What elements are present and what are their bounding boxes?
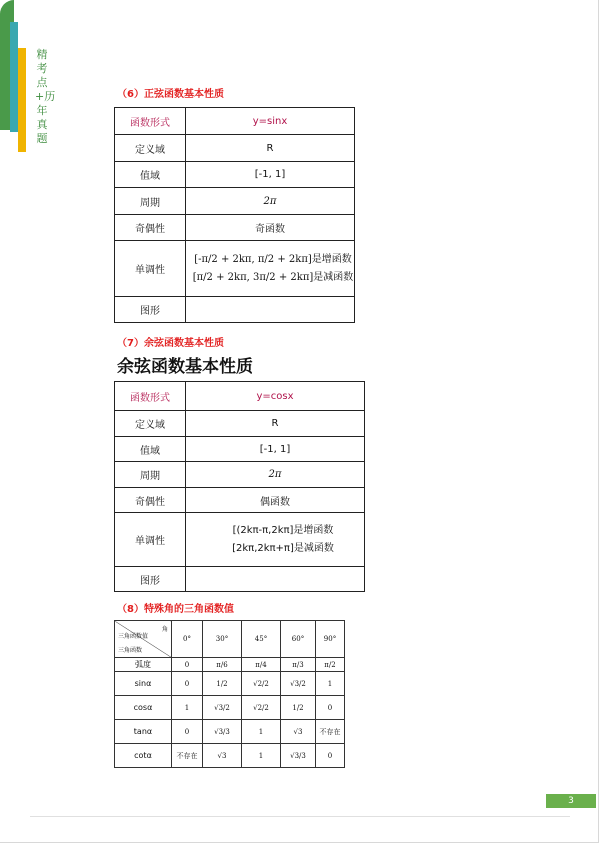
table-row (115, 720, 345, 744)
table-row (115, 513, 365, 567)
cell-key: 周期 (115, 188, 186, 215)
table-row (115, 108, 355, 135)
table-row (115, 672, 345, 696)
table-row (115, 567, 365, 592)
table-row (115, 188, 355, 215)
cell-value: 偶函数 (186, 488, 365, 513)
cell-key: 图形 (115, 297, 186, 323)
graph-cell (186, 567, 365, 592)
cell-value (186, 513, 365, 567)
section8-title: （8）特殊角的三角函数值 (117, 604, 234, 615)
cell-value: y=sinx (186, 108, 355, 135)
graph-cell (186, 297, 355, 323)
cell-key: 值域 (115, 162, 186, 188)
cell-key: 奇偶性 (115, 215, 186, 241)
cell-value: 1 (172, 696, 203, 720)
table-row (115, 297, 355, 323)
row-label: cosα (115, 696, 172, 720)
cell-value: π/6 (203, 658, 242, 672)
cell-value: 0 (316, 744, 345, 768)
cell-value: √3/3 (281, 744, 316, 768)
cosine-properties-table (114, 381, 365, 592)
page-number: 3 (546, 794, 596, 808)
angle-header: 30° (203, 621, 242, 658)
row-label: 弧度 (115, 658, 172, 672)
table-row (115, 696, 345, 720)
table-row (115, 437, 365, 462)
cell-key: 函数形式 (115, 382, 186, 411)
monotonic-increase: [-π/2 + 2kπ, π/2 + 2kπ]是增函数 (194, 253, 352, 265)
table-row (115, 488, 365, 513)
cell-value: √3/2 (281, 672, 316, 696)
cell-value: 1/2 (281, 696, 316, 720)
cell-key: 值域 (115, 437, 186, 462)
cell-value: √2/2 (242, 672, 281, 696)
angle-header: 0° (172, 621, 203, 658)
table-row (115, 215, 355, 241)
cell-value: 1/2 (203, 672, 242, 696)
angle-header: 90° (316, 621, 345, 658)
cell-value: 0 (316, 696, 345, 720)
cell-value: π/4 (242, 658, 281, 672)
header-diagonal-cell (115, 621, 172, 658)
cell-value: √3/3 (203, 720, 242, 744)
cell-key: 图形 (115, 567, 186, 592)
row-label: cotα (115, 744, 172, 768)
table-row (115, 621, 345, 658)
monotonic-decrease: [2kπ,2kπ+π]是减函数 (232, 542, 334, 554)
cell-key: 周期 (115, 462, 186, 488)
header-func: 三角函数 (118, 647, 143, 654)
cell-value: [-1, 1] (186, 162, 355, 188)
cell-value: √3 (203, 744, 242, 768)
table-row (115, 744, 345, 768)
cell-value: 1 (316, 672, 345, 696)
row-label: sinα (115, 672, 172, 696)
angle-header: 60° (281, 621, 316, 658)
cell-value: R (186, 411, 365, 437)
table-row (115, 462, 365, 488)
section7-title: （7）余弦函数基本性质 (117, 338, 224, 349)
cell-value: [-1, 1] (186, 437, 365, 462)
section6-title: （6）正弦函数基本性质 (117, 89, 224, 100)
cell-value: 1 (242, 744, 281, 768)
side-label: 精考点+历年真题 (35, 48, 56, 145)
cell-value: R (186, 135, 355, 162)
cell-value: 2π (186, 462, 365, 488)
angle-header: 45° (242, 621, 281, 658)
cell-value: 2π (186, 188, 355, 215)
table-row (115, 241, 355, 297)
cell-key: 单调性 (115, 513, 186, 567)
footer-divider (30, 816, 570, 817)
cell-value: 奇函数 (186, 215, 355, 241)
cell-value: √3/2 (203, 696, 242, 720)
table-row (115, 658, 345, 672)
decor-bar-yellow (18, 48, 26, 152)
table-row (115, 382, 365, 411)
cell-key: 奇偶性 (115, 488, 186, 513)
sine-properties-table (114, 107, 355, 323)
cell-value: 0 (172, 720, 203, 744)
header-angle: 角 (161, 626, 168, 633)
cell-value: 0 (172, 658, 203, 672)
row-label: tanα (115, 720, 172, 744)
cell-value: √3 (281, 720, 316, 744)
monotonic-increase: [(2kπ-π,2kπ]是增函数 (232, 524, 334, 536)
cell-value: 不存在 (172, 744, 203, 768)
cell-value: y=cosx (186, 382, 365, 411)
cell-value: 不存在 (316, 720, 345, 744)
cell-value: 1 (242, 720, 281, 744)
special-angles-table (114, 620, 345, 768)
cell-value: π/3 (281, 658, 316, 672)
cell-key: 定义域 (115, 135, 186, 162)
cell-key: 定义域 (115, 411, 186, 437)
cell-value (186, 241, 355, 297)
table-row (115, 162, 355, 188)
cosine-heading: 余弦函数基本性质 (117, 357, 253, 377)
cell-value: π/2 (316, 658, 345, 672)
table-row (115, 135, 355, 162)
cell-value: √2/2 (242, 696, 281, 720)
table-row (115, 411, 365, 437)
header-func-value: 三角函数值 (118, 633, 149, 640)
decor-bar-teal (10, 22, 18, 132)
cell-value: 0 (172, 672, 203, 696)
monotonic-decrease: [π/2 + 2kπ, 3π/2 + 2kπ]是减函数 (192, 271, 354, 283)
cell-key: 单调性 (115, 241, 186, 297)
cell-key: 函数形式 (115, 108, 186, 135)
